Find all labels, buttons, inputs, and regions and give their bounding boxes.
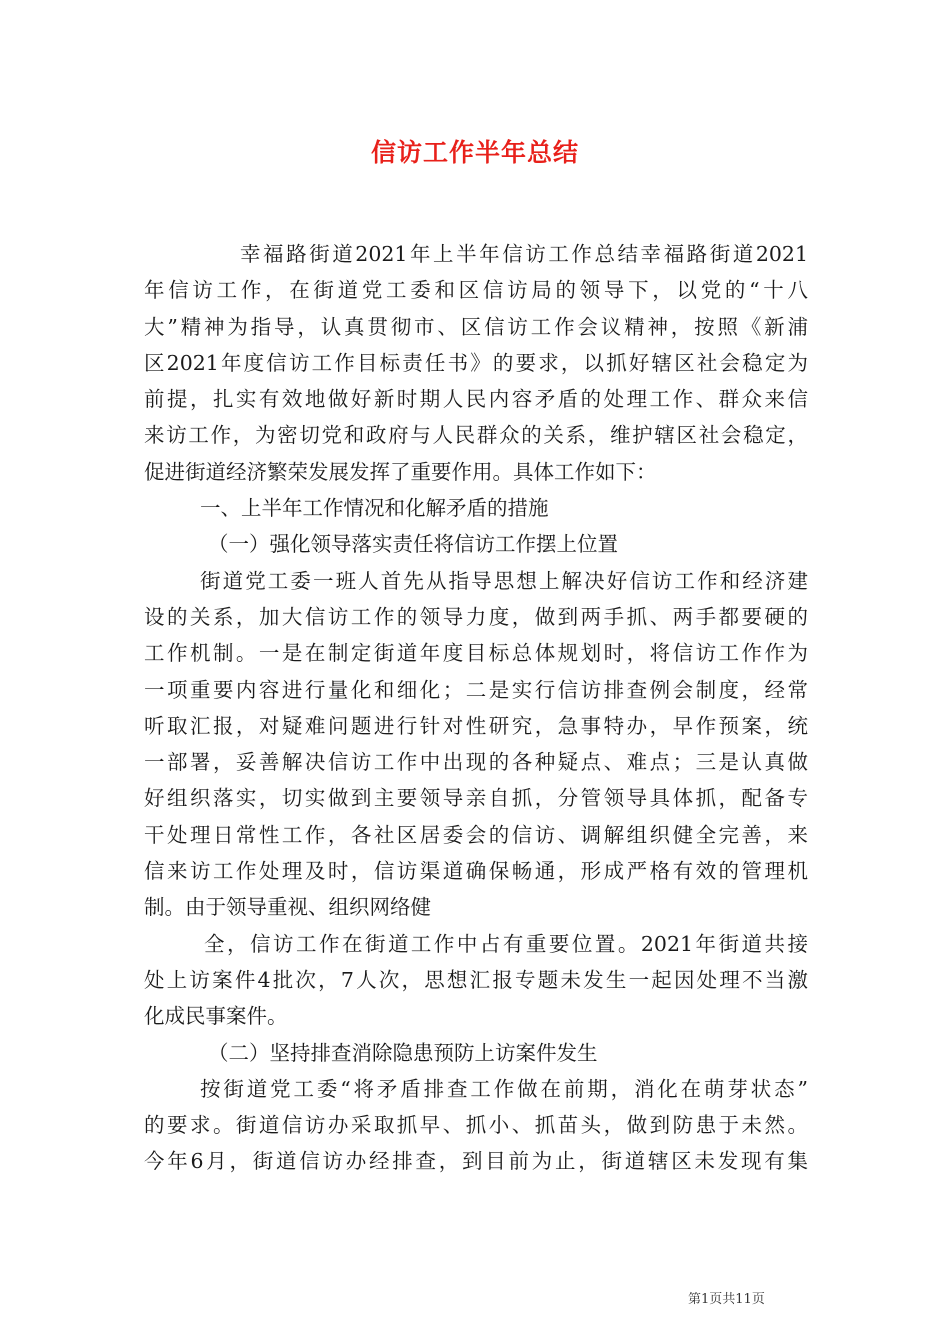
body-text-line: 好组织落实，切实做到主要领导亲自抓，分管领导具体抓，配备专	[144, 786, 808, 811]
body-text-line: 前提，扎实有效地做好新时期人民内容矛盾的处理工作、群众来信	[144, 387, 808, 412]
body-text-line: 处上访案件4批次，7人次，思想汇报专题未发生一起因处理不当激	[144, 967, 808, 992]
body-text-line: 一部署，妥善解决信访工作中出现的各种疑点、难点；三是认真做	[144, 750, 808, 775]
body-text-line: 工作机制。一是在制定街道年度目标总体规划时，将信访工作作为	[144, 641, 808, 666]
body-text-line: 设的关系，加大信访工作的领导力度，做到两手抓、两手都要硬的	[144, 604, 808, 629]
body-text-line: 的要求。街道信访办采取抓早、抓小、抓苗头，做到防患于未然。	[144, 1113, 808, 1138]
body-text-line: 一、上半年工作情况和化解矛盾的措施	[200, 496, 549, 521]
body-text-line: 制。由于领导重视、组织网络健	[144, 895, 431, 920]
body-text-line: 全，信访工作在街道工作中占有重要位置。2021年街道共接	[204, 931, 808, 956]
document-body	[144, 236, 808, 1180]
document-title: 信访工作半年总结	[370, 138, 579, 167]
body-text-line: （二）坚持排查消除隐患预防上访案件发生	[208, 1040, 598, 1065]
body-text-line: 促进街道经济繁荣发展发挥了重要作用。具体工作如下：	[144, 459, 657, 484]
body-text-line: 今年6月，街道信访办经排查，到目前为止，街道辖区未发现有集	[144, 1149, 808, 1174]
body-text-line: 年信访工作，在街道党工委和区信访局的领导下，以党的“十八	[144, 278, 808, 303]
body-text-line: 化成民事案件。	[144, 1004, 288, 1029]
body-text-line: 大”精神为指导，认真贯彻市、区信访工作会议精神，按照《新浦	[144, 314, 808, 339]
body-text-line: 干处理日常性工作，各社区居委会的信访、调解组织健全完善，来	[144, 822, 808, 847]
body-text-line: 幸福路街道2021年上半年信访工作总结幸福路街道2021	[240, 242, 808, 266]
page-number-footer: 第1页共11页	[688, 1292, 765, 1307]
body-text-line: 区2021年度信访工作目标责任书》的要求，以抓好辖区社会稳定为	[144, 350, 808, 375]
body-text-line: 听取汇报，对疑难问题进行针对性研究，急事特办，早作预案，统	[144, 713, 808, 738]
body-text-line: 来访工作，为密切党和政府与人民群众的关系，维护辖区社会稳定，	[144, 423, 808, 448]
body-text-line: （一）强化领导落实责任将信访工作摆上位置	[208, 532, 618, 557]
body-text-line: 按街道党工委“将矛盾排查工作做在前期，消化在萌芽状态”	[200, 1076, 808, 1101]
body-text-line: 街道党工委一班人首先从指导思想上解决好信访工作和经济建	[200, 568, 808, 593]
body-text-line: 信来访工作处理及时，信访渠道确保畅通，形成严格有效的管理机	[144, 859, 808, 884]
body-text-line: 一项重要内容进行量化和细化；二是实行信访排查例会制度，经常	[144, 677, 808, 702]
